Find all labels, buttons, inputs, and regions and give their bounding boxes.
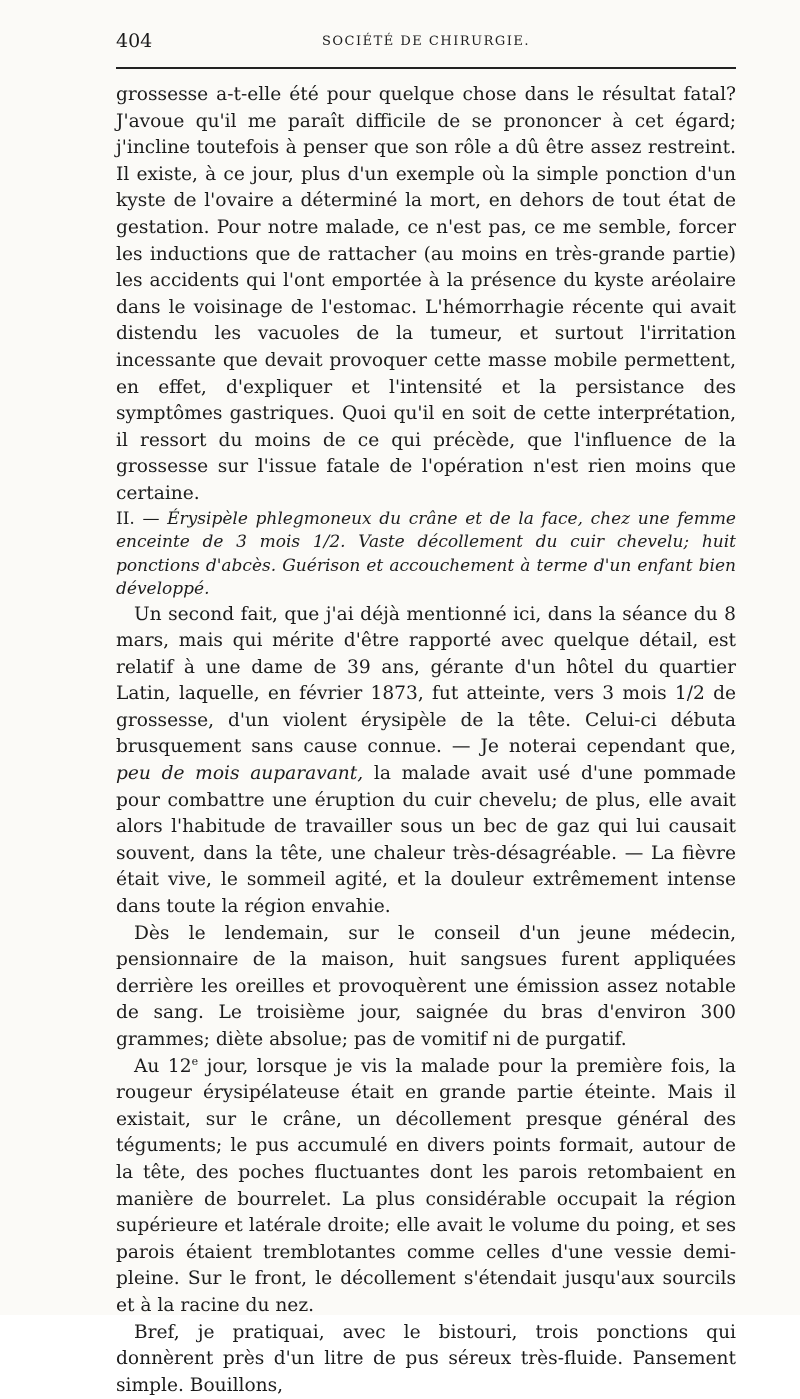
page-number: 404 <box>116 30 153 52</box>
paragraph-examination <box>116 1054 736 1320</box>
case-heading <box>116 508 736 602</box>
header-rule <box>116 67 736 69</box>
paragraph-case-history-emphasis: peu de mois auparavant, <box>116 763 364 785</box>
page-header <box>116 30 736 56</box>
paragraph-examination-rest: jour, lorsque je vis la malade pour la première fois, la rougeur érysipélateuse était en grande partie éteinte. Mais il existait, sur le crâne, un décollement presque général des téguments; le pus accumulé en divers points formait, autour de la tête, des poches fluctuantes dont les parois retombaient en manière de bourrelet. La plus considérable occupait la région supérieure et latérale droite; elle avait le volume du poing, et ses parois étaient tremblotantes comme celles d'une vessie demi-pleine. Sur le front, le décollement s'étendait jusqu'aux sourcils et à la racine du nez. <box>116 1055 736 1316</box>
paragraph-examination-start: Au 12 <box>134 1055 192 1077</box>
paragraph-case-history <box>116 602 736 921</box>
paragraph-case-history-part2: la malade avait usé d'une pommade pour combattre une éruption du cuir chevelu; de plus, elle avait alors l'habitude de travailler sous un bec de gaz qui lui causait souvent, dans la tête, une chaleur très-désagréable. — La fièvre était vive, le sommeil agité, et la douleur extrêmement intense dans toute la région envahie. <box>116 763 736 918</box>
paragraph-continuation: grossesse a-t-elle été pour quelque chose dans le résultat fatal? J'avoue qu'il me paraît difficile de se prononcer à cet égard; j'incline toutefois à penser que son rôle a dû être assez restreint. Il existe, à ce jour, plus d'un exemple où la simple ponction d'un kyste de l'ovaire a déterminé la mort, en dehors de tout état de gestation. Pour notre malade, ce n'est pas, ce me semble, forcer les inductions que de rattacher (au moins en très-grande partie) les accidents qui l'ont emportée à la présence du kyste aréolaire dans le voisinage de l'estomac. L'hémorrhagie récente qui avait distendu les vacuoles de la tumeur, et surtout l'irritation incessante que devait provoquer cette masse mobile permettent, en effet, d'expliquer et l'intensité et la persistance des symptômes gastriques. Quoi qu'il en soit de cette interprétation, il ressort du moins de ce qui précède, que l'influence de la grossesse sur l'issue fatale de l'opération n'est rien moins que certaine. <box>116 84 736 504</box>
paragraph-treatment: Dès le lendemain, sur le conseil d'un jeune médecin, pensionnaire de la maison, huit sangsues furent appliquées derrière les oreilles et provoquèrent une émission assez notable de sang. Le troisième jour, saignée du bras d'environ 300 grammes; diète absolue; pas de vomitif ni de purgatif. <box>116 922 736 1050</box>
case-title: Érysipèle phlegmoneux du crâne et de la face, chez une femme enceinte de 3 mois 1/2. Vaste décollement du cuir chevelu; huit ponctions d'abcès. Guérison et accouchement à terme d'un enfant bien développé. <box>116 508 736 599</box>
ordinal-superscript: e <box>191 1054 199 1068</box>
running-head: SOCIÉTÉ DE CHIRURGIE. <box>321 34 531 49</box>
body-text <box>116 82 736 1399</box>
paragraph-procedure: Bref, je pratiquai, avec le bistouri, trois ponctions qui donnèrent près d'un litre de pus séreux très-fluide. Pansement simple. Bouillons, <box>116 1321 736 1396</box>
paragraph-case-history-part1: Un second fait, que j'ai déjà mentionné ici, dans la séance du 8 mars, mais qui mérite d'être rapporté avec quelque détail, est relatif à une dame de 39 ans, gérante d'un hôtel du quartier Latin, laquelle, en février 1873, fut atteinte, vers 3 mois 1/2 de grossesse, d'un violent érysipèle de la tête. Celui-ci débuta brusquement sans cause connue. — Je noterai cependant que, <box>116 603 736 758</box>
case-number: II. — <box>116 508 160 529</box>
